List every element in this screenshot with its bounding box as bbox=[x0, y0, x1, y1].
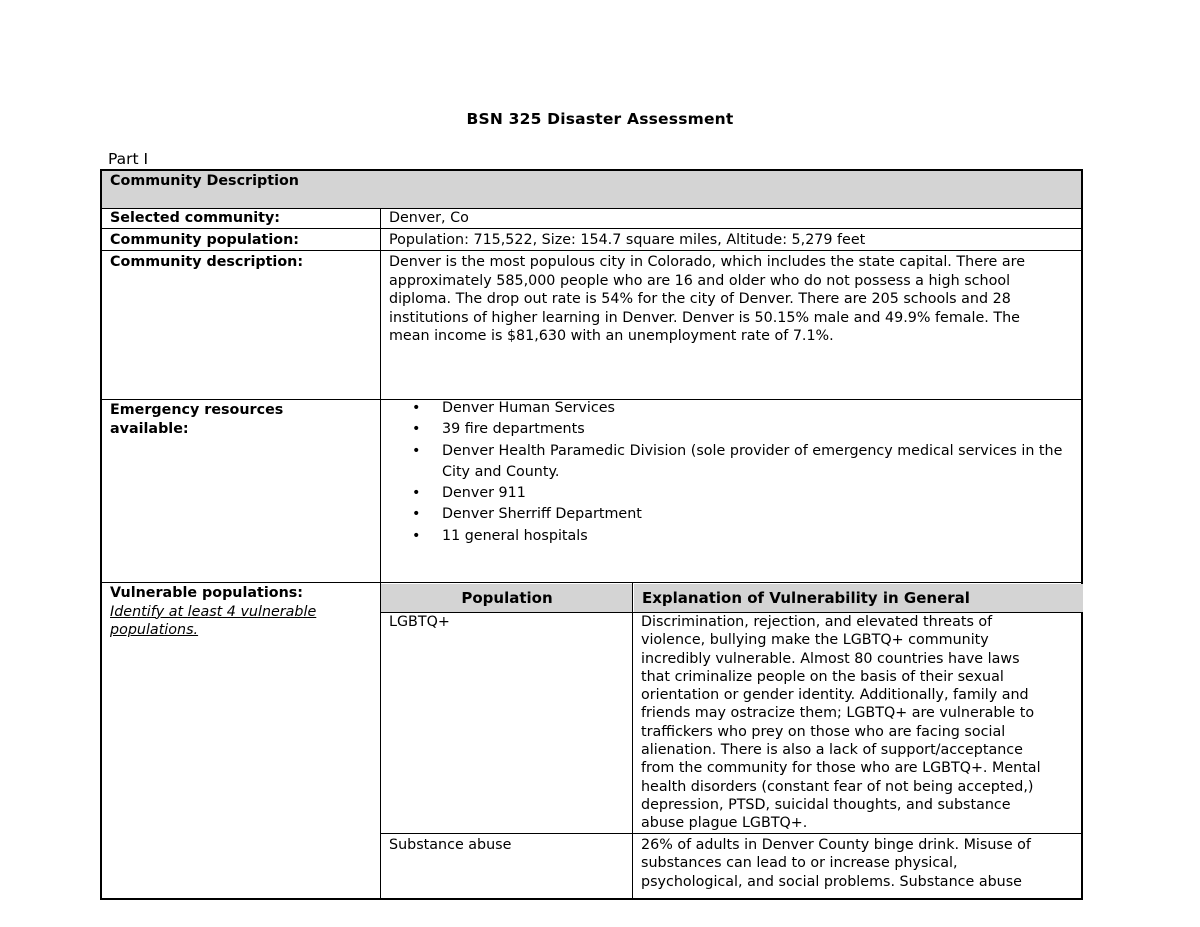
section-header: Community Description bbox=[110, 173, 299, 189]
bullet-icon: • bbox=[412, 421, 421, 438]
explanation-line: orientation or gender identity. Additionally, family and bbox=[641, 687, 1029, 704]
document-title: BSN 325 Disaster Assessment bbox=[466, 110, 734, 128]
bullet-icon: • bbox=[412, 527, 421, 544]
explanation-line: psychological, and social problems. Substance abuse bbox=[641, 873, 1022, 890]
population-explanation bbox=[641, 613, 1081, 833]
vulnerable-populations-label-block bbox=[110, 584, 378, 640]
explanation-line: violence, bullying make the LGBTQ+ community bbox=[641, 632, 989, 649]
explanation-line: from the community for those who are LGBTQ+. Mental bbox=[641, 760, 1041, 777]
population-name: Substance abuse bbox=[389, 837, 512, 853]
explanation-line: 26% of adults in Denver County binge drink. Misuse of bbox=[641, 837, 1031, 853]
emergency-resources-list bbox=[412, 398, 1080, 547]
selected-community-value: Denver, Co bbox=[389, 210, 469, 226]
explanation-line: abuse plague LGBTQ+. bbox=[641, 815, 808, 832]
list-item bbox=[412, 419, 1080, 440]
description-line: mean income is $81,630 with an unemployment rate of 7.1%. bbox=[389, 328, 834, 345]
explanation-line: Discrimination, rejection, and elevated threats of bbox=[641, 614, 993, 630]
divider bbox=[102, 250, 1081, 251]
community-description-label: Community description: bbox=[110, 254, 304, 270]
explanation-line: friends may ostracize them; LGBTQ+ are vulnerable to bbox=[641, 705, 1035, 722]
resource-label: Denver Sherriff Department bbox=[442, 506, 642, 523]
community-population-label: Community population: bbox=[110, 232, 299, 248]
column-divider bbox=[632, 582, 633, 900]
vulnerable-populations-instruction: Identify at least 4 vulnerable bbox=[110, 603, 317, 620]
explanation-line: depression, PTSD, suicidal thoughts, and substance bbox=[641, 796, 1011, 813]
column-divider bbox=[380, 208, 381, 900]
resource-label: Denver Health Paramedic Division (sole provider of emergency medical services in the City and County. bbox=[442, 442, 1063, 480]
vulnerable-populations-instruction: populations. bbox=[110, 622, 199, 639]
list-item bbox=[412, 441, 1080, 484]
explanation-line: traffickers who prey on those who are facing social bbox=[641, 723, 1006, 740]
bullet-icon: • bbox=[412, 506, 421, 523]
list-item bbox=[412, 526, 1080, 547]
population-name: LGBTQ+ bbox=[389, 614, 450, 630]
description-line: diploma. The drop out rate is 54% for the city of Denver. There are 205 schools and 28 bbox=[389, 291, 1011, 308]
divider bbox=[380, 833, 1081, 834]
description-line: Denver is the most populous city in Colorado, which includes the state capital. There are bbox=[389, 254, 1026, 270]
description-line: institutions of higher learning in Denver. Denver is 50.15% male and 49.9% female. The bbox=[389, 309, 1020, 326]
emergency-resources-label-line: available: bbox=[110, 420, 189, 437]
divider bbox=[102, 228, 1081, 229]
explanation-line: substances can lead to or increase physical, bbox=[641, 855, 958, 872]
resource-label: Denver Human Services bbox=[442, 400, 615, 416]
explanation-line: alienation. There is also a lack of support/acceptance bbox=[641, 742, 1023, 759]
explanation-line: health disorders (constant fear of not being accepted,) bbox=[641, 778, 1034, 795]
explanation-line: incredibly vulnerable. Almost 80 countries have laws bbox=[641, 650, 1020, 667]
divider bbox=[102, 582, 1081, 583]
list-item bbox=[412, 504, 1080, 525]
community-description-text bbox=[389, 253, 1079, 346]
resource-label: Denver 911 bbox=[442, 485, 526, 502]
emergency-resources-label bbox=[110, 401, 283, 438]
description-line: approximately 585,000 people who are 16 and older who do not possess a high school bbox=[389, 272, 1011, 289]
list-item bbox=[412, 398, 1080, 419]
emergency-resources-label-line: Emergency resources bbox=[110, 402, 284, 418]
vulnerable-populations-label: Vulnerable populations: bbox=[110, 585, 303, 601]
list-item bbox=[412, 483, 1080, 504]
explanation-line: that criminalize people on the basis of their sexual bbox=[641, 668, 1004, 685]
community-population-value: Population: 715,522, Size: 154.7 square miles, Altitude: 5,279 feet bbox=[389, 232, 866, 248]
bullet-icon: • bbox=[412, 485, 421, 502]
column-header-explanation: Explanation of Vulnerability in General bbox=[634, 584, 1083, 612]
population-explanation bbox=[641, 836, 1081, 891]
bullet-icon: • bbox=[412, 442, 421, 459]
column-header-population: Population bbox=[381, 584, 633, 612]
part-label: Part I bbox=[108, 150, 149, 168]
bullet-icon: • bbox=[412, 400, 421, 416]
resource-label: 11 general hospitals bbox=[442, 527, 588, 544]
selected-community-label: Selected community: bbox=[110, 210, 281, 226]
resource-label: 39 fire departments bbox=[442, 421, 585, 438]
